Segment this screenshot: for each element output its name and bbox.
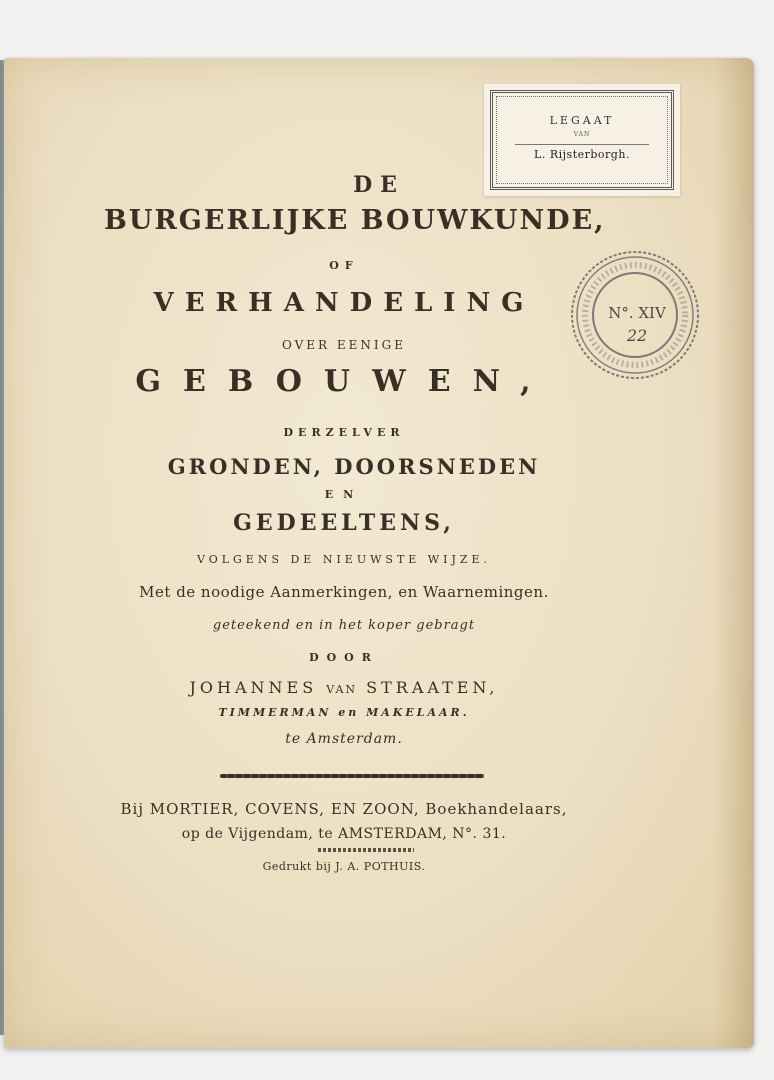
bookplate-rule xyxy=(515,144,648,145)
author-line xyxy=(94,678,594,697)
title-volgens: VOLGENS DE NIEUWSTE WIJZE. xyxy=(196,553,492,566)
bookplate-label xyxy=(484,84,680,196)
bookplate-heading: LEGAAT xyxy=(549,114,615,127)
title-page xyxy=(4,58,754,1048)
title-verhandeling: VERHANDELING xyxy=(153,288,535,318)
author-last: STRAATEN, xyxy=(366,678,499,697)
title-main: BURGERLIJKE BOUWKUNDE, xyxy=(104,205,606,236)
library-stamp xyxy=(568,248,702,382)
page-edge-shadow xyxy=(714,58,754,1048)
title-en: EN xyxy=(324,488,364,501)
printer-line: Gedrukt bij J. A. POTHUIS. xyxy=(262,860,426,873)
title-gebouwen: GEBOUWEN, xyxy=(135,364,553,399)
stamp-subnumber: 22 xyxy=(626,326,648,345)
title-gronden: GRONDEN, DOORSNEDEN xyxy=(167,454,541,479)
bookplate-name: L. Rijsterborgh. xyxy=(534,148,630,161)
title-over-eenige: OVER EENIGE xyxy=(281,338,406,352)
address-line: op de Vijgendam, te AMSTERDAM, N°. 31. xyxy=(181,826,507,842)
author-van: VAN xyxy=(326,683,358,696)
ornamental-squiggle xyxy=(318,848,414,852)
title-de: DE xyxy=(353,172,405,198)
author-profession: TIMMERMAN en MAKELAAR. xyxy=(218,706,470,719)
publisher-line: Bij MORTIER, COVENS, EN ZOON, Boekhandelaars, xyxy=(120,800,568,818)
title-gedeeltens: GEDEELTENS, xyxy=(233,510,455,536)
ornamental-rule xyxy=(220,774,484,778)
author-first: JOHANNES xyxy=(189,678,318,697)
title-geteekend: geteekend en in het koper gebragt xyxy=(212,618,476,633)
bookplate-van: VAN xyxy=(573,131,591,138)
bookplate-frame xyxy=(490,90,674,190)
title-met: Met de noodige Aanmerkingen, en Waarnemingen. xyxy=(139,583,549,601)
title-of: OF xyxy=(329,259,359,272)
title-derzelver: DERZELVER xyxy=(283,426,405,439)
title-door: DOOR xyxy=(309,651,379,664)
stamp-number: N°. XIV xyxy=(608,304,666,322)
author-place: te Amsterdam. xyxy=(285,731,403,747)
